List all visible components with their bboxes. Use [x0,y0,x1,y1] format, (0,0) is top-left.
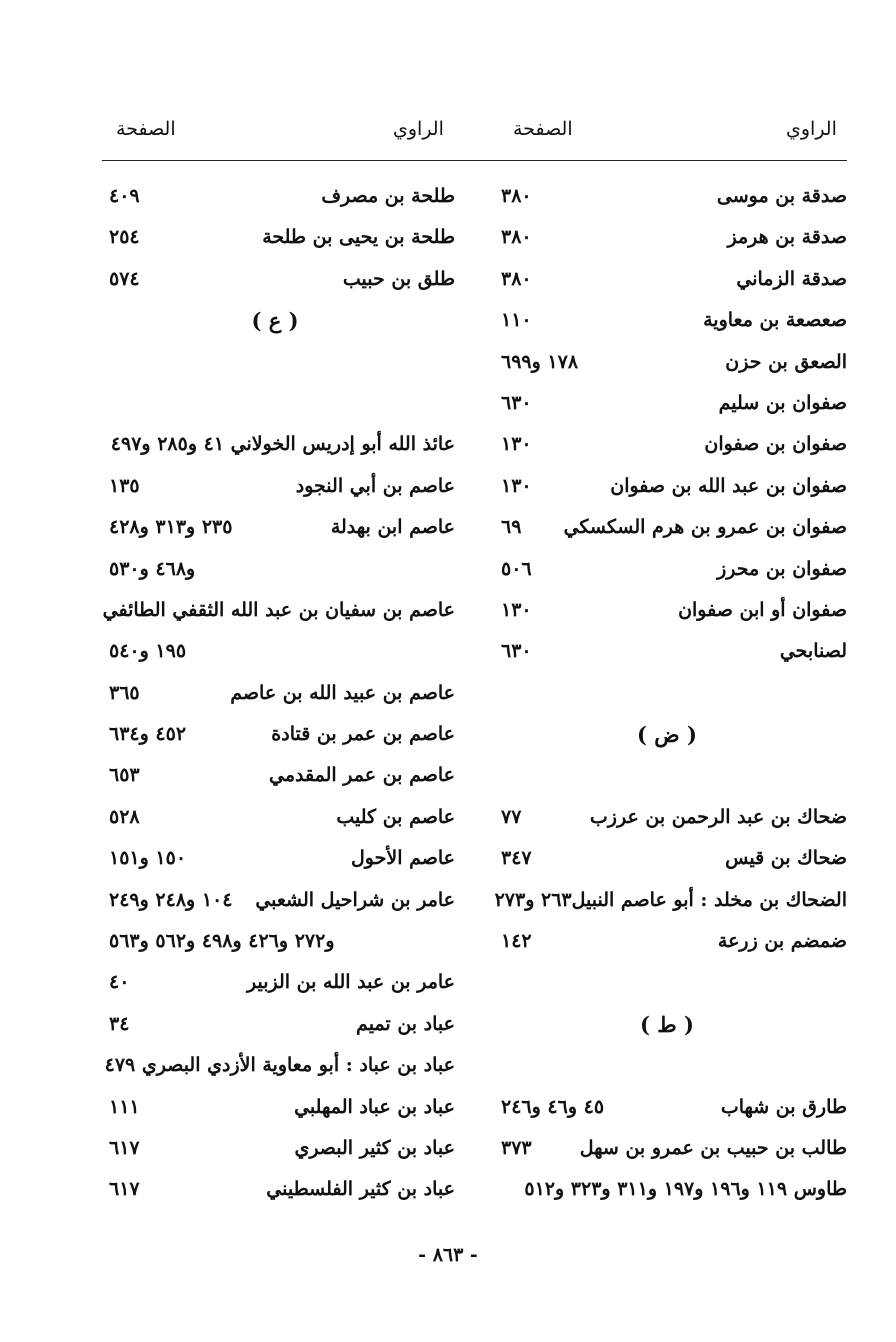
letter-heading [95,300,455,341]
index-entry-full [95,424,455,465]
narrator-name: عامر بن عبد الله بن الزبير [246,971,455,994]
narrator-name: صفوان بن صفوان [704,433,847,456]
index-entry [487,383,847,424]
page-reference-continuation: ١٩٥ و٥٤٠ [109,640,187,663]
narrator-name: طارق بن شهاب [720,1095,847,1118]
entry-text: عباد بن عباد : أبو معاوية الأزدي البصري ٤٧٩ [104,1054,455,1077]
page-reference: ١٣٥ [109,474,140,497]
index-entry [95,797,455,838]
page-reference: ٤٠ [109,971,130,994]
index-entry [487,921,847,962]
index-entry [487,342,847,383]
page-reference: ٣٧٣ [501,1136,532,1159]
header-page-right: الصفحة [513,118,573,140]
index-entry [487,631,847,672]
spacer [487,673,847,714]
page-reference: ٤٥٢ و٦٣٤ [109,723,187,746]
narrator-name: ضمضم بن زرعة [717,930,847,953]
page-reference: ١١١ [109,1095,140,1118]
narrator-name: عاصم بن عبيد الله بن عاصم [230,681,455,704]
index-entry [95,176,455,217]
index-entry-full [487,1169,847,1210]
page-reference: ٣٨٠ [501,267,532,290]
header-page-left: الصفحة [116,118,176,140]
letter-heading-text: ( ض ) [637,722,697,748]
letter-heading-text: ( ط ) [640,1011,694,1037]
index-entry [95,673,455,714]
narrator-name: الصعق بن حزن [725,350,847,373]
index-entry [95,217,455,258]
narrator-name: ضحاك بن عبد الرحمن بن عرزب [589,805,847,828]
index-entry [95,466,455,507]
header-rule [102,160,847,161]
index-entry [95,714,455,755]
page-reference: ١١٠ [501,309,532,332]
index-entry [487,507,847,548]
page-reference: ٦٣٠ [501,391,532,414]
page-reference: ٦١٧ [109,1178,140,1201]
page-reference-continuation: و٢٧٢ و٤٢٦ و٤٩٨ و٥٦٢ و٥٦٣ [109,930,335,953]
index-entry [487,797,847,838]
page-reference: ١٧٨ و٦٩٩ [501,350,579,373]
narrator-name: عاصم بن كليب [336,805,455,828]
index-entry [95,1128,455,1169]
letter-heading-text: ( ع ) [251,308,299,334]
index-entry-full [95,1045,455,1086]
index-entry [95,1087,455,1128]
narrator-name: طالب بن حبيب بن عمرو بن سهل [579,1136,847,1159]
page-reference: ١٠٤ و٢٤٨ و٢٤٩ [109,888,233,911]
letter-heading [487,714,847,755]
page-reference: ٣٤٧ [501,847,532,870]
index-entry [95,259,455,300]
index-entry [487,1128,847,1169]
index-entry [487,466,847,507]
entry-text: عائذ الله أبو إدريس الخولاني ٤١ و٢٨٥ و٤٩٧ [110,433,455,456]
page-reference: ١٥٠ و١٥١ [109,847,187,870]
narrator-name: صفوان بن عمرو بن هرم السكسكي [563,516,847,539]
narrator-name: صعصعة بن معاوية [703,309,847,332]
index-entry [487,549,847,590]
spacer [487,755,847,796]
spacer [487,962,847,1003]
index-entry-full [487,880,847,921]
index-entry [487,217,847,258]
index-entry [95,838,455,879]
page-reference: ١٣٠ [501,433,532,456]
page-reference-continuation: و٤٦٨ و٥٣٠ [109,557,196,580]
page-reference: ٢٣٥ و٣١٣ و٤٢٨ [109,516,233,539]
narrator-name: عباد بن كثير البصري [294,1136,455,1159]
page-reference: ١٣٠ [501,598,532,621]
index-entry [487,176,847,217]
narrator-name: طلق بن حبيب [342,267,455,290]
index-entry [487,300,847,341]
entry-continuation [95,631,455,672]
spacer [95,383,455,424]
entry-continuation [95,549,455,590]
narrator-name: صدقة بن موسى [716,185,847,207]
entry-text: الضحاك بن مخلد : أبو عاصم النبيل٢٦٣ و٢٧٣ [494,888,847,911]
index-entry [95,1169,455,1210]
page-reference: ٦٣٠ [501,640,532,663]
page-number: - ٨٦٣ - [418,1244,478,1266]
narrator-name: صفوان بن محرز [717,557,847,580]
narrator-name: عباد بن عباد المهلبي [294,1095,455,1118]
narrator-name: عاصم بن عمر بن قتادة [271,723,455,746]
narrator-name: صفوان أو ابن صفوان [678,598,847,621]
narrator-name: عاصم بن أبي النجود [295,474,455,497]
page-reference: ١٣٠ [501,474,532,497]
index-entry [487,259,847,300]
header-narrator-left: الراوي [393,118,444,140]
narrator-name: صفوان بن عبد الله بن صفوان [610,474,847,497]
index-entry [487,838,847,879]
page-reference: ٣٦٥ [109,681,140,704]
narrator-name: عاصم بن عمر المقدمي [269,764,455,787]
page-reference: ٣٨٠ [501,185,532,207]
index-entry [95,1004,455,1045]
narrator-name: صدقة بن هرمز [727,226,847,249]
narrator-name: عاصم ابن بهدلة [330,516,455,539]
spacer [95,342,455,383]
narrator-name: ضحاك بن قيس [725,847,847,870]
left-column [95,176,455,1211]
right-column [487,176,847,1211]
narrator-name: طلحة بن مصرف [321,185,455,207]
narrator-name: عاصم الأحول [351,847,455,870]
index-entry [487,424,847,465]
page-reference: ٣٤ [109,1012,130,1035]
narrator-name: عباد بن تميم [356,1012,455,1035]
page-reference: ٧٧ [501,805,522,828]
page-reference: ٦١٧ [109,1136,140,1159]
narrator-name: صفوان بن سليم [718,391,847,414]
narrator-name: لصنابحي [779,640,847,663]
page-reference: ٥٠٦ [501,557,532,580]
page-reference: ٢٥٤ [109,226,140,249]
page-reference: ٣٨٠ [501,226,532,249]
entry-text: عاصم بن سفيان بن عبد الله الثقفي الطائفي [102,598,455,621]
header-narrator-right: الراوي [786,118,837,140]
spacer [487,1045,847,1086]
page-reference: ٥٧٤ [109,267,140,290]
narrator-name: عامر بن شراحيل الشعبي [255,888,455,911]
page-reference: ٥٢٨ [109,805,140,828]
entry-text: طاوس ١١٩ و١٩٦ و١٩٧ و٣١١ و٣٢٣ و٥١٢ [524,1178,847,1201]
narrator-name: صدقة الزماني [736,267,847,290]
index-entry [487,590,847,631]
page-reference: ٤٠٩ [109,185,140,207]
index-entry [95,880,455,921]
page-reference: ١٤٢ [501,930,532,953]
index-entry [487,1087,847,1128]
narrator-name: طلحة بن يحيى بن طلحة [262,226,455,249]
narrator-name: عباد بن كثير الفلسطيني [266,1178,455,1201]
index-entry [95,962,455,1003]
page-reference: ٦٥٣ [109,764,140,787]
index-entry [95,755,455,796]
page-reference: ٤٥ و٤٦ و٢٤٦ [501,1095,605,1118]
index-entry [95,507,455,548]
letter-heading [487,1004,847,1045]
entry-continuation [95,921,455,962]
page-reference: ٦٩ [501,516,522,539]
index-entry-full [95,590,455,631]
